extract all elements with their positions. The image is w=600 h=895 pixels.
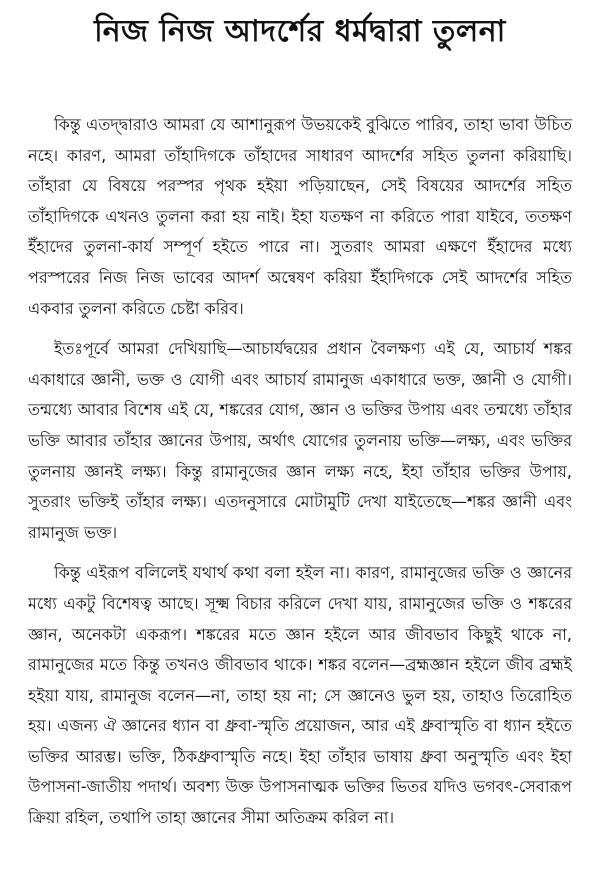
paragraph-2: ইতঃপূর্বে আমরা দেখিয়াছি—আচার্যদ্বয়ের প্রধান বৈলক্ষণ্য এই যে, আচার্য শঙ্কর একাধারে জ্ঞানী, ভক্ত ও যোগী এবং আচার্য রামানুজ একাধারে ভক্ত, জ্ঞানী ও যোগী। তন্মধ্যে আবার বিশেষ এই যে, শঙ্করের যোগ, জ্ঞান ও ভক্তির উপায় এবং তন্মধ্যে তাঁহার ভক্তি আবার তাঁহার জ্ঞানের উপায়, অর্থাৎ যোগের তুলনায় ভক্তি—লক্ষ্য, এবং ভক্তির তুলনায় জ্ঞানই লক্ষ্য। কিন্তু রামানুজের জ্ঞান লক্ষ্য নহে, ইহা তাঁহার ভক্তির উপায়, সুতরাং ভক্তিই তাঁহার লক্ষ্য। এতদনুসারে মোটামুটি দেখা যাইতেছে—শঙ্কর জ্ঞানী এবং রামানুজ ভক্ত। [28, 339, 572, 542]
paragraph-3: কিন্তু এইরূপ বলিলেই যথার্থ কথা বলা হইল না। কারণ, রামানুজের ভক্তি ও জ্ঞানের মধ্যে একটু বিশেষত্ব আছে। সূক্ষ্ম বিচার করিলে দেখা যায়, রামানুজের ভক্তি ও শঙ্করের জ্ঞান, অনেকটা একরূপ। শঙ্করের মতে জ্ঞান হইলে আর জীবভাব কিছুই থাকে না, রামানুজের মতে কিন্তু তখনও জীবভাব থাকে। শঙ্কর বলেন—ব্রহ্মজ্ঞান হইলে জীব ব্রহ্মই হইয়া যায়, রামানুজ বলেন—না, তাহা হয় না; সে জ্ঞানেও ভুল হয়, তাহাও তিরোহিত হয়। এজন্য ঐ জ্ঞানের ধ্যান বা ধ্রুবা-স্মৃতি প্রয়োজন, আর এই ধ্রুবাস্মৃতি বা ধ্যান হইতে ভক্তির আরম্ভ। ভক্তি, ঠিকধ্রুবাস্মৃতি নহে। ইহা তাঁহার ভাষায় ধ্রুবা অনুস্মৃতি এবং ইহা উপাসনা-জাতীয় পদার্থ। অবশ্য উক্ত উপাসনাত্মক ভক্তির ভিতর যদিও ভগবৎ-সেবারূপ ক্রিয়া রহিল, তথাপি তাহা জ্ঞানের সীমা অতিক্রম করিল না। [28, 563, 572, 828]
paragraph-1: কিন্তু এতদ্দ্বারাও আমরা যে আশানুরূপ উভয়কেই বুঝিতে পারিব, তাহা ভাবা উচিত নহে। কারণ, আমরা তাঁহাদিগকে তাঁহাদের সাধারণ আদর্শের সহিত তুলনা করিয়াছি। তাঁহারা যে বিষয়ে পরস্পর পৃথক হইয়া পড়িয়াছেন, সেই বিষয়ের আদর্শের সহিত তাঁহাদিগকে এখনও তুলনা করা হয় নাই। ইহা যতক্ষণ না করিতে পারা যাইবে, ততক্ষণ ইঁহাদের তুলনা-কার্য সম্পূর্ণ হইতে পারে না। সুতরাং আমরা এক্ষণে ইঁহাদের মধ্যে পরস্পরের নিজ নিজ ভাবের আদর্শ অন্বেষণ করিয়া ইঁহাদিগকে সেই আদর্শের সহিত একবার তুলনা করিতে চেষ্টা করিব। [28, 115, 572, 318]
body-text [28, 110, 572, 834]
page-title: নিজ নিজ আদর্শের ধর্মদ্বারা তুলনা [94, 14, 506, 49]
